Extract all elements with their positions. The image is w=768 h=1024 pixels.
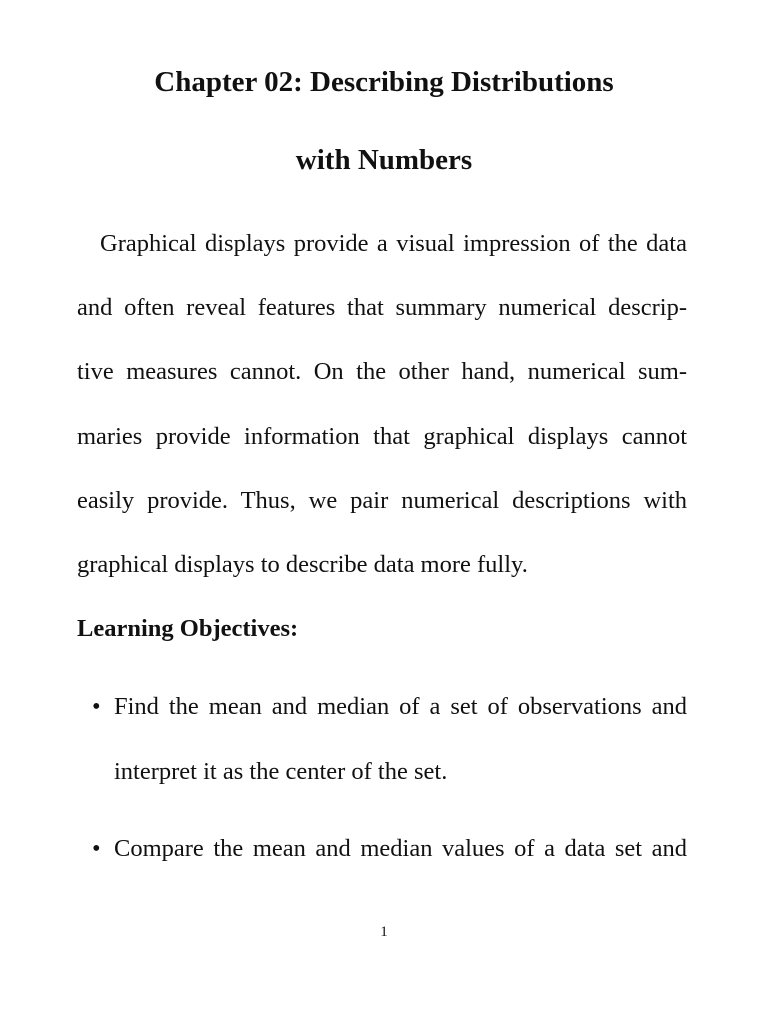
bullet-icon: • (92, 693, 101, 720)
page-number: 1 (380, 924, 388, 940)
paragraph-line: maries provide information that graphical displays cannot (77, 423, 687, 450)
paragraph-line: tive measures cannot. On the other hand, numerical sum- (77, 358, 687, 385)
learning-objectives-heading: Learning Objectives: (77, 615, 299, 642)
list-item-line: Find the mean and median of a set of observations and (114, 693, 687, 720)
list-item-line: Compare the mean and median values of a data set and (114, 835, 687, 862)
chapter-title-line-2: with Numbers (295, 144, 473, 176)
list-item-line: interpret it as the center of the set. (114, 758, 448, 785)
paragraph-line: Graphical displays provide a visual impression of the data (100, 230, 687, 257)
chapter-title-line-1: Chapter 02: Describing Distributions (154, 66, 614, 98)
paragraph-line: graphical displays to describe data more fully. (77, 551, 528, 578)
bullet-icon: • (92, 835, 101, 862)
paragraph-line: easily provide. Thus, we pair numerical descriptions with (77, 487, 687, 514)
paragraph-line: and often reveal features that summary numerical descrip- (77, 294, 687, 321)
